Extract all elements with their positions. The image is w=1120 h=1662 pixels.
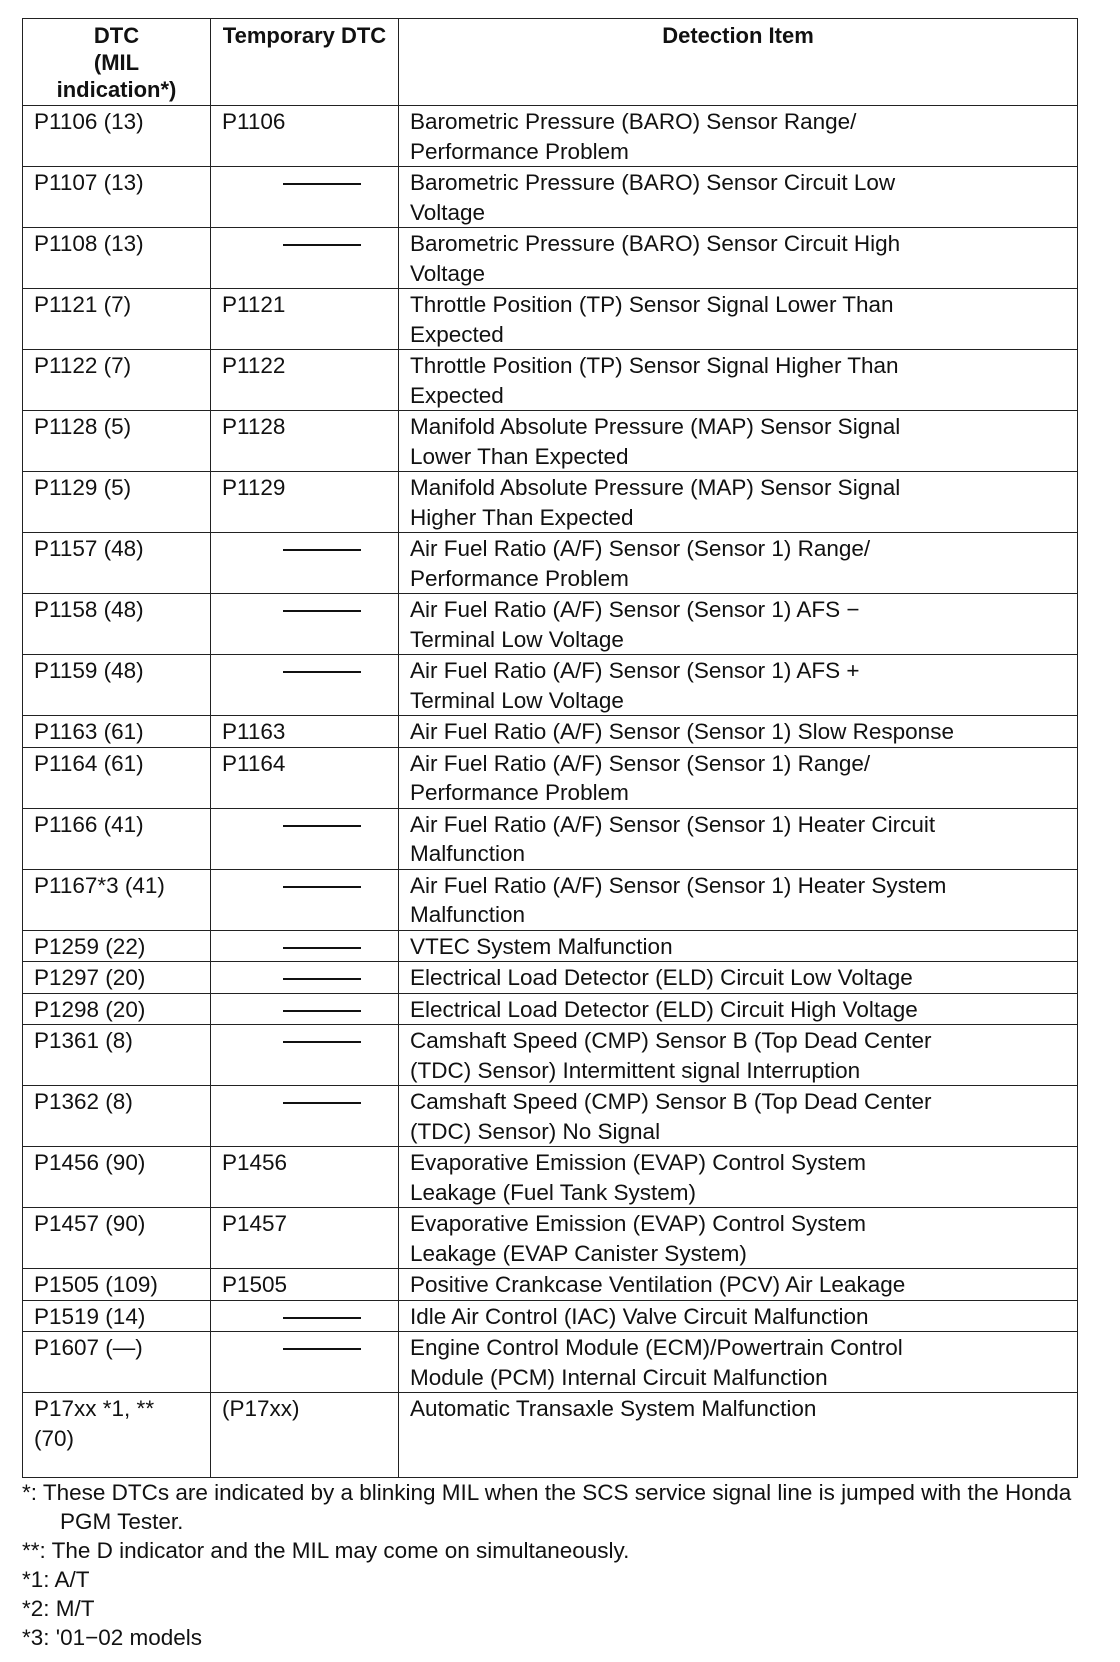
table-row [23, 747, 1078, 808]
header-temporary-dtc: Temporary DTC [211, 19, 399, 106]
temporary-dtc-cell [211, 411, 399, 472]
dtc-code: P1166 (41) [34, 811, 144, 837]
detection-item-cell [399, 993, 1078, 1025]
temporary-dtc-cell [211, 1147, 399, 1208]
detection-item-line: Barometric Pressure (BARO) Sensor Circuit Low [410, 170, 896, 195]
detection-item-line: Expected [410, 382, 504, 408]
dtc-code: P1158 (48) [34, 597, 144, 622]
dtc-code-cell [23, 228, 211, 289]
temporary-dtc: P1128 [222, 414, 286, 439]
dtc-code: P1607 (—) [34, 1335, 143, 1360]
temporary-dtc-cell [211, 962, 399, 994]
detection-item-line: Voltage [410, 199, 486, 225]
table-row [23, 1025, 1078, 1086]
temporary-dtc-cell [211, 1332, 399, 1393]
temporary-dtc-cell [211, 594, 399, 655]
temporary-dtc-cell [211, 930, 399, 962]
detection-item-cell [399, 962, 1078, 994]
table-row [23, 930, 1078, 962]
detection-item-line: Camshaft Speed (CMP) Sensor B (Top Dead Center [410, 1089, 932, 1114]
dtc-code-cell [23, 930, 211, 962]
dtc-code-cell [23, 1393, 211, 1478]
dtc-code-cell [23, 1208, 211, 1269]
detection-item-line: Expected [410, 321, 504, 347]
dtc-code: P1108 (13) [34, 231, 144, 256]
table-row [23, 472, 1078, 533]
detection-item-cell [399, 1332, 1078, 1393]
dtc-code: P1456 (90) [34, 1150, 146, 1175]
detection-item-cell [399, 106, 1078, 167]
detection-item-cell [399, 350, 1078, 411]
temporary-dtc: P1106 [222, 109, 286, 134]
detection-item-line: Leakage (Fuel Tank System) [410, 1179, 696, 1205]
temporary-dtc-cell [211, 655, 399, 716]
dtc-code: P1163 (61) [34, 719, 144, 744]
detection-item-line: Air Fuel Ratio (A/F) Sensor (Sensor 1) Range/ [410, 750, 871, 776]
table-row [23, 289, 1078, 350]
detection-item-line: Module (PCM) Internal Circuit Malfunction [410, 1364, 828, 1390]
dtc-code: P1519 (14) [34, 1303, 146, 1329]
detection-item-cell [399, 869, 1078, 930]
table-row [23, 1269, 1078, 1301]
detection-item-line: Air Fuel Ratio (A/F) Sensor (Sensor 1) Range/ [410, 536, 871, 561]
temporary-dtc-cell [211, 106, 399, 167]
table-row [23, 808, 1078, 869]
dtc-code: P1259 (22) [34, 933, 146, 959]
detection-item-line: Air Fuel Ratio (A/F) Sensor (Sensor 1) AFS − [410, 597, 860, 622]
dtc-code: P1129 (5) [34, 475, 132, 500]
dtc-code-cell [23, 1086, 211, 1147]
detection-item-cell [399, 1300, 1078, 1332]
detection-item-cell [399, 747, 1078, 808]
temporary-dtc: P1163 [222, 719, 286, 744]
detection-item-cell [399, 594, 1078, 655]
table-row [23, 716, 1078, 748]
no-temporary-dtc-dash [283, 825, 361, 827]
table-row [23, 106, 1078, 167]
table-row [23, 1086, 1078, 1147]
table-row [23, 1147, 1078, 1208]
detection-item-cell [399, 1147, 1078, 1208]
detection-item-line: Air Fuel Ratio (A/F) Sensor (Sensor 1) Heater Circuit [410, 811, 936, 837]
detection-item-line: Positive Crankcase Ventilation (PCV) Air Leakage [410, 1272, 906, 1297]
detection-item-line: Engine Control Module (ECM)/Powertrain Control [410, 1335, 903, 1360]
detection-item-cell [399, 228, 1078, 289]
dtc-code-cell [23, 289, 211, 350]
no-temporary-dtc-dash [283, 947, 361, 949]
detection-item-line: Idle Air Control (IAC) Valve Circuit Malfunction [410, 1303, 869, 1329]
detection-item-line: Terminal Low Voltage [410, 687, 624, 713]
detection-item-cell [399, 289, 1078, 350]
dtc-code: P1128 (5) [34, 414, 132, 439]
detection-item-line: Leakage (EVAP Canister System) [410, 1240, 747, 1266]
temporary-dtc-cell [211, 1269, 399, 1301]
temporary-dtc-cell [211, 350, 399, 411]
table-row [23, 655, 1078, 716]
detection-item-cell [399, 167, 1078, 228]
detection-item-line: (TDC) Sensor) Intermittent signal Interruption [410, 1057, 861, 1083]
table-row [23, 594, 1078, 655]
temporary-dtc-cell [211, 1208, 399, 1269]
table-row [23, 350, 1078, 411]
detection-item-line: Throttle Position (TP) Sensor Signal Lower Than [410, 292, 894, 317]
dtc-code: P1107 (13) [34, 170, 144, 195]
dtc-code-cell [23, 1025, 211, 1086]
detection-item-line: Higher Than Expected [410, 504, 634, 530]
dtc-code-cell [23, 1269, 211, 1301]
footnote-d-indicator: **: The D indicator and the MIL may come on simultaneously. [22, 1538, 630, 1563]
temporary-dtc: P1457 [222, 1211, 288, 1236]
dtc-code: P1297 (20) [34, 965, 146, 990]
detection-item-cell [399, 1208, 1078, 1269]
detection-item-line: (TDC) Sensor) No Signal [410, 1118, 661, 1144]
detection-item-line: Voltage [410, 260, 486, 286]
temporary-dtc-cell [211, 1025, 399, 1086]
detection-item-cell [399, 411, 1078, 472]
temporary-dtc-cell [211, 228, 399, 289]
dtc-code: P1159 (48) [34, 658, 144, 683]
dtc-code-cell [23, 350, 211, 411]
dtc-code: P17xx *1, ** (70) [34, 1396, 155, 1451]
temporary-dtc-cell [211, 472, 399, 533]
detection-item-line: Performance Problem [410, 780, 629, 805]
table-row [23, 167, 1078, 228]
no-temporary-dtc-dash [283, 610, 361, 612]
table-row [23, 1332, 1078, 1393]
dtc-table-body [23, 106, 1078, 1478]
dtc-code: P1106 (13) [34, 109, 144, 134]
detection-item-line: Performance Problem [410, 138, 629, 164]
detection-item-line: Manifold Absolute Pressure (MAP) Sensor Signal [410, 414, 901, 439]
dtc-code-cell [23, 167, 211, 228]
detection-item-line: Evaporative Emission (EVAP) Control System [410, 1211, 866, 1236]
temporary-dtc-cell [211, 533, 399, 594]
temporary-dtc-cell [211, 808, 399, 869]
dtc-code: P1361 (8) [34, 1028, 133, 1053]
table-row [23, 962, 1078, 994]
dtc-code-cell [23, 747, 211, 808]
dtc-code-cell [23, 533, 211, 594]
dtc-code: P1505 (109) [34, 1272, 158, 1297]
detection-item-line: Air Fuel Ratio (A/F) Sensor (Sensor 1) AFS + [410, 658, 860, 683]
temporary-dtc: P1122 [222, 353, 286, 378]
dtc-code-cell [23, 411, 211, 472]
header-dtc-text: DTC (MIL indication*) [56, 23, 177, 102]
header-dtc [23, 19, 211, 106]
dtc-code-cell [23, 655, 211, 716]
dtc-code-cell [23, 106, 211, 167]
detection-item-line: Performance Problem [410, 565, 629, 591]
detection-item-line: Terminal Low Voltage [410, 626, 624, 652]
table-row [23, 533, 1078, 594]
detection-item-line: Automatic Transaxle System Malfunction [410, 1396, 817, 1421]
dtc-code-cell [23, 1332, 211, 1393]
detection-item-line: VTEC System Malfunction [410, 933, 673, 959]
no-temporary-dtc-dash [283, 549, 361, 551]
header-detection-item: Detection Item [399, 19, 1078, 106]
temporary-dtc: P1456 [222, 1150, 288, 1175]
temporary-dtc-cell [211, 869, 399, 930]
dtc-code: P1157 (48) [34, 536, 144, 561]
table-row [23, 411, 1078, 472]
dtc-code: P1362 (8) [34, 1089, 133, 1114]
dtc-code: P1298 (20) [34, 996, 146, 1022]
detection-item-line: Electrical Load Detector (ELD) Circuit High Voltage [410, 996, 918, 1022]
no-temporary-dtc-dash [283, 1010, 361, 1012]
table-row [23, 228, 1078, 289]
temporary-dtc-cell [211, 716, 399, 748]
detection-item-cell [399, 533, 1078, 594]
temporary-dtc-cell [211, 289, 399, 350]
no-temporary-dtc-dash [283, 1348, 361, 1350]
no-temporary-dtc-dash [283, 1102, 361, 1104]
table-row [23, 1208, 1078, 1269]
temporary-dtc-cell [211, 993, 399, 1025]
dtc-code-cell [23, 869, 211, 930]
detection-item-cell [399, 472, 1078, 533]
temporary-dtc-cell [211, 747, 399, 808]
detection-item-cell [399, 930, 1078, 962]
footnote-blinking-mil: *: These DTCs are indicated by a blinking MIL when the SCS service signal line is jumped with the Honda PGM Tester. [22, 1480, 1072, 1534]
detection-item-cell [399, 716, 1078, 748]
footnote-mt: *2: M/T [22, 1596, 95, 1621]
temporary-dtc-cell [211, 1300, 399, 1332]
detection-item-cell [399, 1086, 1078, 1147]
no-temporary-dtc-dash [283, 978, 361, 980]
detection-item-line: Air Fuel Ratio (A/F) Sensor (Sensor 1) Heater System [410, 872, 947, 898]
temporary-dtc: P1121 [222, 292, 286, 317]
detection-item-cell [399, 655, 1078, 716]
dtc-code: P1164 (61) [34, 750, 144, 776]
dtc-code-cell [23, 1300, 211, 1332]
no-temporary-dtc-dash [283, 183, 361, 185]
footnotes [22, 1478, 1082, 1652]
footnote-at: *1: A/T [22, 1567, 90, 1592]
temporary-dtc: P1164 [222, 750, 286, 776]
no-temporary-dtc-dash [283, 886, 361, 888]
dtc-code-cell [23, 472, 211, 533]
dtc-code-cell [23, 594, 211, 655]
dtc-code: P1457 (90) [34, 1211, 146, 1236]
detection-item-line: Evaporative Emission (EVAP) Control System [410, 1150, 866, 1175]
detection-item-line: Malfunction [410, 902, 526, 927]
detection-item-line: Camshaft Speed (CMP) Sensor B (Top Dead Center [410, 1028, 932, 1053]
dtc-code-cell [23, 993, 211, 1025]
detection-item-cell [399, 1025, 1078, 1086]
dtc-code-cell [23, 1147, 211, 1208]
detection-item-cell [399, 808, 1078, 869]
detection-item-line: Lower Than Expected [410, 443, 629, 469]
dtc-code-cell [23, 716, 211, 748]
temporary-dtc: (P17xx) [222, 1396, 300, 1421]
dtc-code: P1122 (7) [34, 353, 132, 378]
footnote-models: *3: '01−02 models [22, 1625, 203, 1650]
dtc-table [22, 18, 1078, 1478]
detection-item-line: Manifold Absolute Pressure (MAP) Sensor Signal [410, 475, 901, 500]
dtc-code: P1121 (7) [34, 292, 132, 317]
detection-item-line: Barometric Pressure (BARO) Sensor Range/ [410, 109, 857, 134]
table-row [23, 1393, 1078, 1478]
dtc-code-cell [23, 962, 211, 994]
detection-item-line: Air Fuel Ratio (A/F) Sensor (Sensor 1) Slow Response [410, 719, 954, 744]
dtc-code: P1167*3 (41) [34, 872, 165, 898]
temporary-dtc: P1505 [222, 1272, 288, 1297]
table-row [23, 869, 1078, 930]
detection-item-cell [399, 1393, 1078, 1478]
detection-item-line: Malfunction [410, 841, 526, 866]
temporary-dtc-cell [211, 1086, 399, 1147]
detection-item-line: Throttle Position (TP) Sensor Signal Higher Than [410, 353, 899, 378]
no-temporary-dtc-dash [283, 1041, 361, 1043]
dtc-code-cell [23, 808, 211, 869]
no-temporary-dtc-dash [283, 671, 361, 673]
temporary-dtc-cell [211, 167, 399, 228]
temporary-dtc-cell [211, 1393, 399, 1478]
no-temporary-dtc-dash [283, 244, 361, 246]
table-row [23, 993, 1078, 1025]
detection-item-line: Electrical Load Detector (ELD) Circuit Low Voltage [410, 965, 913, 990]
table-row [23, 1300, 1078, 1332]
detection-item-line: Barometric Pressure (BARO) Sensor Circuit High [410, 231, 901, 256]
table-header-row [23, 19, 1078, 106]
no-temporary-dtc-dash [283, 1317, 361, 1319]
detection-item-cell [399, 1269, 1078, 1301]
temporary-dtc: P1129 [222, 475, 286, 500]
